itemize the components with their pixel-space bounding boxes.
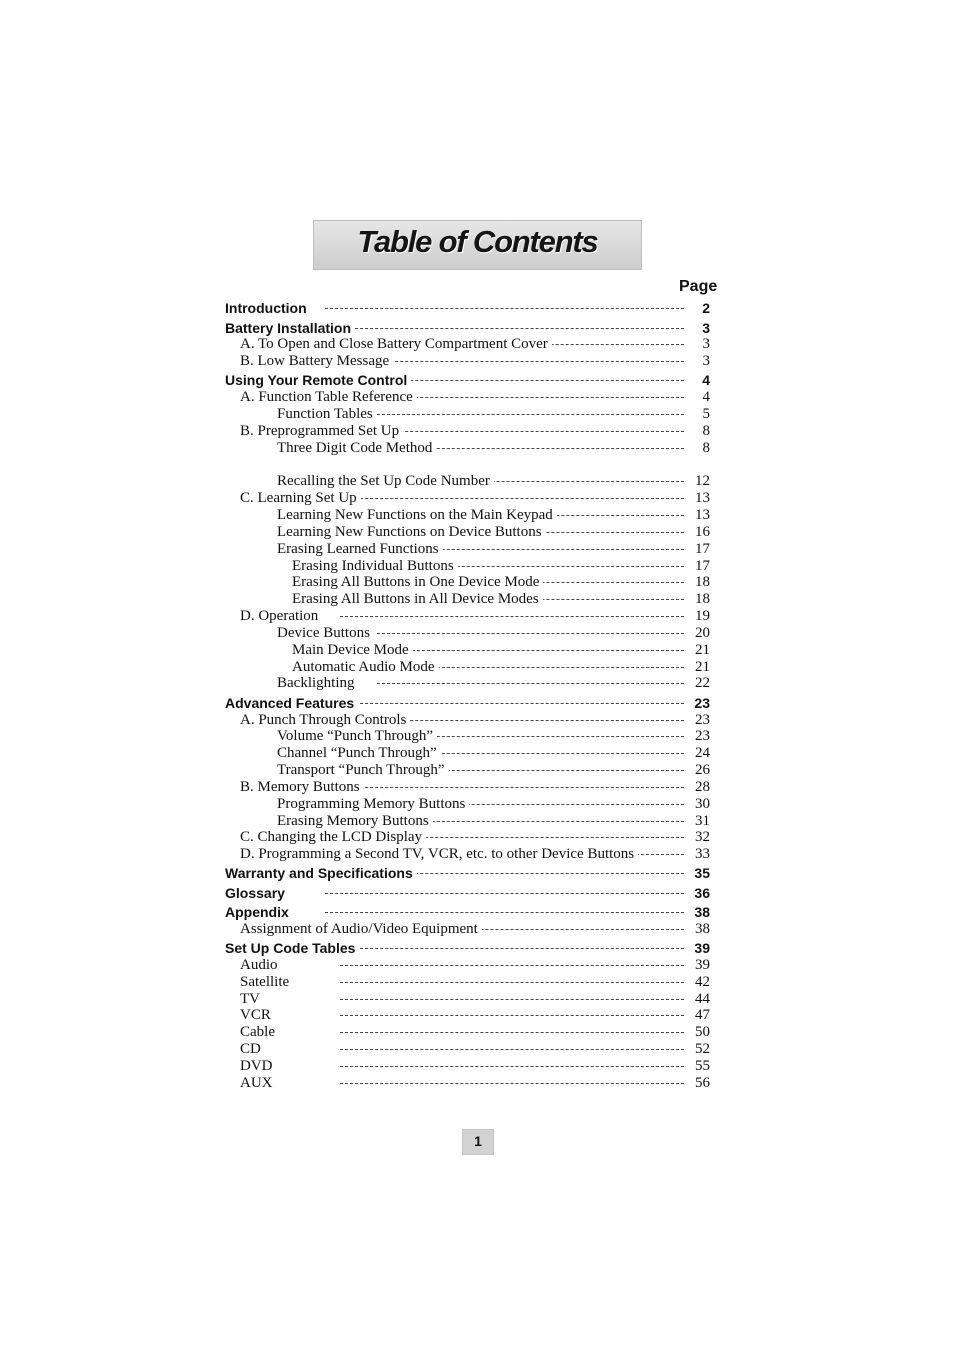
toc-entry-label: Device Buttons xyxy=(277,625,374,641)
toc-entry-label: C. Learning Set Up xyxy=(240,490,361,506)
toc-entry-page: 2 xyxy=(702,300,710,316)
toc-entry-label: Satellite xyxy=(240,974,293,990)
dot-leader xyxy=(325,703,684,704)
toc-entry-label: Learning New Functions on Device Buttons xyxy=(277,524,546,540)
toc-entry xyxy=(225,1007,710,1025)
dot-leader xyxy=(392,650,684,651)
toc-entry-page: 5 xyxy=(702,406,710,422)
toc-entry-label: C. Changing the LCD Display xyxy=(240,829,426,845)
toc-entry-page: 50 xyxy=(695,1024,710,1040)
toc-entry xyxy=(225,625,710,643)
toc-entry-page: 18 xyxy=(695,591,710,607)
toc-entry-page: 13 xyxy=(695,490,710,506)
toc-entry xyxy=(225,353,710,371)
toc-entry xyxy=(225,440,710,458)
toc-entry-label: Introduction xyxy=(225,300,311,316)
toc-entry xyxy=(225,796,710,814)
toc-entry-page: 23 xyxy=(695,712,710,728)
dot-leader xyxy=(340,498,684,499)
toc-entry-page: 23 xyxy=(695,728,710,744)
dot-leader xyxy=(340,1066,684,1067)
toc-entry xyxy=(225,507,710,525)
toc-entry-page: 47 xyxy=(695,1007,710,1023)
toc-entry-label: DVD xyxy=(240,1058,277,1074)
dot-leader xyxy=(340,999,684,1000)
toc-entry-label: CD xyxy=(240,1041,265,1057)
dot-leader xyxy=(340,1083,684,1084)
toc-entry-label: Transport “Punch Through” xyxy=(277,762,449,778)
dot-leader xyxy=(325,912,684,913)
toc-entry-label: B. Preprogrammed Set Up xyxy=(240,423,403,439)
toc-entry-label: Erasing Learned Functions xyxy=(277,541,443,557)
toc-entry-label: Learning New Functions on the Main Keypad xyxy=(277,507,557,523)
toc-entry-label: D. Programming a Second TV, VCR, etc. to other Device Buttons xyxy=(240,846,638,862)
toc-entry xyxy=(225,695,710,713)
toc-entry-label: Appendix xyxy=(225,904,293,920)
page-number: 1 xyxy=(462,1129,494,1155)
toc-entry-page: 39 xyxy=(694,940,710,956)
toc-entry-label: Advanced Features xyxy=(225,695,358,711)
toc-entry-label: Erasing Memory Buttons xyxy=(277,813,433,829)
toc-entry xyxy=(225,524,710,542)
toc-entry-page: 42 xyxy=(695,974,710,990)
toc-entry-label: A. Function Table Reference xyxy=(240,389,417,405)
toc-entry xyxy=(225,300,710,318)
toc-entry-page: 26 xyxy=(695,762,710,778)
toc-entry-label: Glossary xyxy=(225,885,289,901)
toc-entry-page: 33 xyxy=(695,846,710,862)
page-column-heading: Page xyxy=(679,278,718,295)
title-banner xyxy=(313,220,642,270)
toc-entry-label: Erasing All Buttons in All Device Modes xyxy=(292,591,543,607)
toc-entry xyxy=(225,846,710,864)
toc-entry-page: 3 xyxy=(702,336,710,352)
toc-entry xyxy=(225,1041,710,1059)
toc-entry-label: A. To Open and Close Battery Compartment Cover xyxy=(240,336,552,352)
toc-entry-page: 52 xyxy=(695,1041,710,1057)
toc-entry xyxy=(225,336,710,354)
toc-entry-label: Erasing All Buttons in One Device Mode xyxy=(292,574,543,590)
toc-entry xyxy=(225,1075,710,1093)
toc-entry-label: Cable xyxy=(240,1024,279,1040)
toc-entry-label: Audio xyxy=(240,957,282,973)
dot-leader xyxy=(325,328,684,329)
toc-entry-label: B. Low Battery Message xyxy=(240,353,393,369)
toc-entry-page: 17 xyxy=(695,558,710,574)
toc-entry-page: 38 xyxy=(694,904,710,920)
toc-entry-label: Assignment of Audio/Video Equipment xyxy=(240,921,482,937)
toc-entry-page: 36 xyxy=(694,885,710,901)
dot-leader xyxy=(325,308,684,309)
toc-entry-label: Battery Installation xyxy=(225,320,355,336)
toc-entry-page: 55 xyxy=(695,1058,710,1074)
toc-entry xyxy=(225,745,710,763)
toc-entry-page: 8 xyxy=(702,423,710,439)
dot-leader xyxy=(340,982,684,983)
toc-entry-page: 35 xyxy=(694,865,710,881)
toc-entry xyxy=(225,591,710,609)
toc-entry-label: AUX xyxy=(240,1075,277,1091)
dot-leader xyxy=(340,787,684,788)
toc-entry xyxy=(225,779,710,797)
toc-entry-page: 56 xyxy=(695,1075,710,1091)
toc-entry xyxy=(225,372,710,390)
toc-entry xyxy=(225,728,710,746)
dot-leader xyxy=(340,1032,684,1033)
toc-entry-label: Volume “Punch Through” xyxy=(277,728,437,744)
toc-entry xyxy=(225,921,710,939)
dot-leader xyxy=(340,1049,684,1050)
toc-entry-label: Erasing Individual Buttons xyxy=(292,558,458,574)
toc-entry-label: Main Device Mode xyxy=(292,642,413,658)
toc-entry-page: 38 xyxy=(695,921,710,937)
toc-entry-label: Function Tables xyxy=(277,406,377,422)
dot-leader xyxy=(377,414,684,415)
toc-entry-page: 28 xyxy=(695,779,710,795)
toc-entry-label: Backlighting xyxy=(277,675,359,691)
toc-entry-label: Programming Memory Buttons xyxy=(277,796,469,812)
dot-leader xyxy=(340,1015,684,1016)
toc-entry-page: 18 xyxy=(695,574,710,590)
toc-entry xyxy=(225,1024,710,1042)
toc-entry-page: 21 xyxy=(695,659,710,675)
toc-entry xyxy=(225,473,710,491)
toc-entry-label: D. Operation xyxy=(240,608,322,624)
toc-entry-label: Three Digit Code Method xyxy=(277,440,436,456)
page-title: Table of Contents xyxy=(357,224,598,259)
toc-entry-page: 13 xyxy=(695,507,710,523)
dot-leader xyxy=(325,893,684,894)
toc-entry-page: 31 xyxy=(695,813,710,829)
toc-entry-page: 20 xyxy=(695,625,710,641)
toc-entry xyxy=(225,974,710,992)
toc-entry-page: 4 xyxy=(702,372,710,388)
toc-entry-page: 21 xyxy=(695,642,710,658)
toc-entry xyxy=(225,940,710,958)
toc-entry-label: VCR xyxy=(240,1007,275,1023)
dot-leader xyxy=(325,948,684,949)
toc-entry-page: 17 xyxy=(695,541,710,557)
toc-entry xyxy=(225,957,710,975)
toc-entry-page: 19 xyxy=(695,608,710,624)
toc-entry-label: TV xyxy=(240,991,264,1007)
toc-entry-page: 22 xyxy=(695,675,710,691)
toc-entry-page: 8 xyxy=(702,440,710,456)
toc-entry xyxy=(225,642,710,660)
toc-entry xyxy=(225,865,710,883)
toc-entry xyxy=(225,885,710,903)
toc-entry xyxy=(225,608,710,626)
toc-entry-page: 4 xyxy=(702,389,710,405)
toc-entry-page: 30 xyxy=(695,796,710,812)
toc-entry-label: Recalling the Set Up Code Number xyxy=(277,473,494,489)
toc-entry xyxy=(225,675,710,693)
toc-entry xyxy=(225,490,710,508)
toc-entry-label: Automatic Audio Mode xyxy=(292,659,439,675)
dot-leader xyxy=(340,965,684,966)
toc-entry xyxy=(225,541,710,559)
toc-entry-label: B. Memory Buttons xyxy=(240,779,364,795)
toc-entry-page: 3 xyxy=(702,353,710,369)
toc-entry-page: 24 xyxy=(695,745,710,761)
toc-entry-page: 16 xyxy=(695,524,710,540)
dot-leader xyxy=(377,633,684,634)
toc-entry-label: Set Up Code Tables xyxy=(225,940,359,956)
toc-entry-page: 23 xyxy=(694,695,710,711)
toc-entry-label: A. Punch Through Controls xyxy=(240,712,410,728)
toc-entry-label: Warranty and Specifications xyxy=(225,865,417,881)
toc-entry-page: 32 xyxy=(695,829,710,845)
toc-entry xyxy=(225,406,710,424)
toc-entry-page: 44 xyxy=(695,991,710,1007)
toc-entry-page: 3 xyxy=(702,320,710,336)
toc-entry-label: Using Your Remote Control xyxy=(225,372,411,388)
toc-entry xyxy=(225,423,710,441)
toc-entry xyxy=(225,904,710,922)
toc-entry-page: 39 xyxy=(695,957,710,973)
toc-entry xyxy=(225,829,710,847)
toc-entry xyxy=(225,1058,710,1076)
toc-entry xyxy=(225,762,710,780)
dot-leader xyxy=(340,616,684,617)
dot-leader xyxy=(377,683,684,684)
toc-entry xyxy=(225,574,710,592)
toc-entry xyxy=(225,389,710,407)
toc-entry-page: 12 xyxy=(695,473,710,489)
toc-entry-label: Channel “Punch Through” xyxy=(277,745,441,761)
